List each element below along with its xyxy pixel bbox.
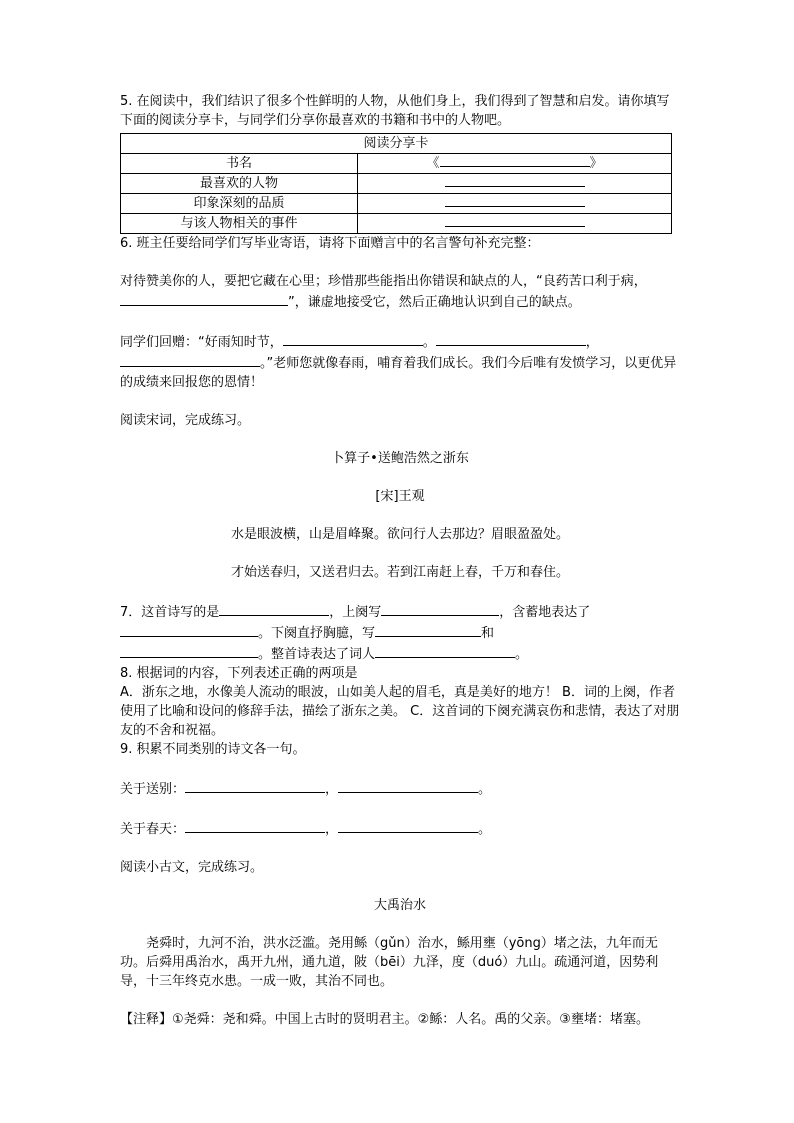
blank[interactable] [120, 643, 258, 658]
card-label: 印象深刻的品质 [121, 194, 358, 214]
blank[interactable] [375, 643, 515, 658]
farewell-line: 关于送别： ， 。 [120, 778, 680, 799]
blank[interactable] [120, 291, 288, 306]
card-label: 书名 [121, 154, 358, 174]
wenyan-title: 大禹治水 [373, 898, 426, 913]
poem-title: 卜算子•送鲍浩然之浙东 [331, 451, 469, 466]
question-9: 9. 积累不同类别的诗文各一句。 [120, 742, 306, 757]
blank[interactable] [283, 331, 423, 346]
favorite-character-field[interactable] [358, 174, 672, 194]
poem-author: [宋]王观 [375, 489, 425, 504]
blank[interactable] [120, 352, 260, 367]
blank[interactable] [185, 818, 325, 833]
card-label: 与该人物相关的事件 [121, 214, 358, 234]
card-row [121, 174, 672, 194]
wenyan-note: 【注释】①尧舜：尧和舜。中国上古时的贤明君主。②鲧：人名。禹的父亲。③壅堵：堵塞。 [120, 1012, 649, 1027]
ci-intro: 阅读宋词，完成练习。 [120, 413, 251, 428]
blank[interactable] [436, 331, 586, 346]
blank[interactable] [381, 601, 499, 616]
blank[interactable] [338, 818, 478, 833]
blank[interactable] [219, 601, 329, 616]
blank[interactable] [375, 622, 481, 637]
blank[interactable] [338, 778, 478, 793]
blank[interactable] [120, 622, 258, 637]
q6-paragraph-1: 对待赞美你的人，要把它藏在心里；珍惜那些能指出你错误和缺点的人，“良药苦口利于病，”，谦虚地接受它，然后正确地认识到自己的缺点。 [120, 274, 647, 310]
card-row [121, 214, 672, 234]
q6-paragraph-2: 同学们回赠：“好雨知时节， 。 ， 。”老师您就像春雨，哺育着我们成长。我们今后唯有发愤学习，以更优异的成绩来回报您的恩情！ [120, 331, 680, 392]
book-name-field[interactable]: 《 》 [358, 154, 672, 174]
quality-field[interactable] [358, 194, 672, 214]
question-8: 8. 根据词的内容，下列表述正确的两项是 [120, 666, 358, 681]
spring-line: 关于春天： ， 。 [120, 818, 680, 839]
question-7: 7．这首诗写的是 ，上阕写 ，含蓄地表达了 。下阕直抒胸臆，写 和 。整首诗表达了词人 。 [120, 601, 680, 664]
poem-line-1: 水是眼波横，山是眉峰聚。欲问行人去那边？眉眼盈盈处。 [230, 527, 569, 542]
wenyan-body: 尧舜时，九河不治，洪水泛滥。尧用鲧（gǔn）治水，鲧用壅（yōng）堵之法，九年而无功。后舜用禹治水，禹开九州，通九道，陂（bēi）九泽，度（duó）九山。疏通河道，因势利导，十三年终克水患。一成一败，其治不同也。 [120, 936, 659, 989]
wenyan-intro: 阅读小古文，完成练习。 [120, 860, 264, 875]
card-row [121, 154, 672, 174]
card-label: 最喜欢的人物 [121, 174, 358, 194]
blank[interactable] [185, 778, 325, 793]
question-6: 6. 班主任要给同学们写毕业寄语，请将下面赠言中的名言警句补充完整： [120, 236, 540, 251]
question-5: 5. 在阅读中，我们结识了很多个性鲜明的人物，从他们身上，我们得到了智慧和启发。请你填写下面的阅读分享卡，与同学们分享你最喜欢的书籍和书中的人物吧。 [120, 94, 670, 128]
q8-options: A．浙东之地，水像美人流动的眼波，山如美人起的眉毛，真是美好的地方！ B．词的上阕，作者使用了比喻和设问的修辞手法，描绘了浙东之美。 C．这首词的下阕充满哀伤和悲情，表达了对朋友的不舍和祝福。 [120, 685, 680, 738]
card-title: 阅读分享卡 [121, 134, 672, 154]
event-field[interactable] [358, 214, 672, 234]
poem-line-2: 才始送春归，又送君归去。若到江南赶上春，千万和春住。 [230, 565, 569, 580]
card-row [121, 194, 672, 214]
worksheet [120, 92, 680, 1029]
reading-share-card [120, 133, 672, 234]
